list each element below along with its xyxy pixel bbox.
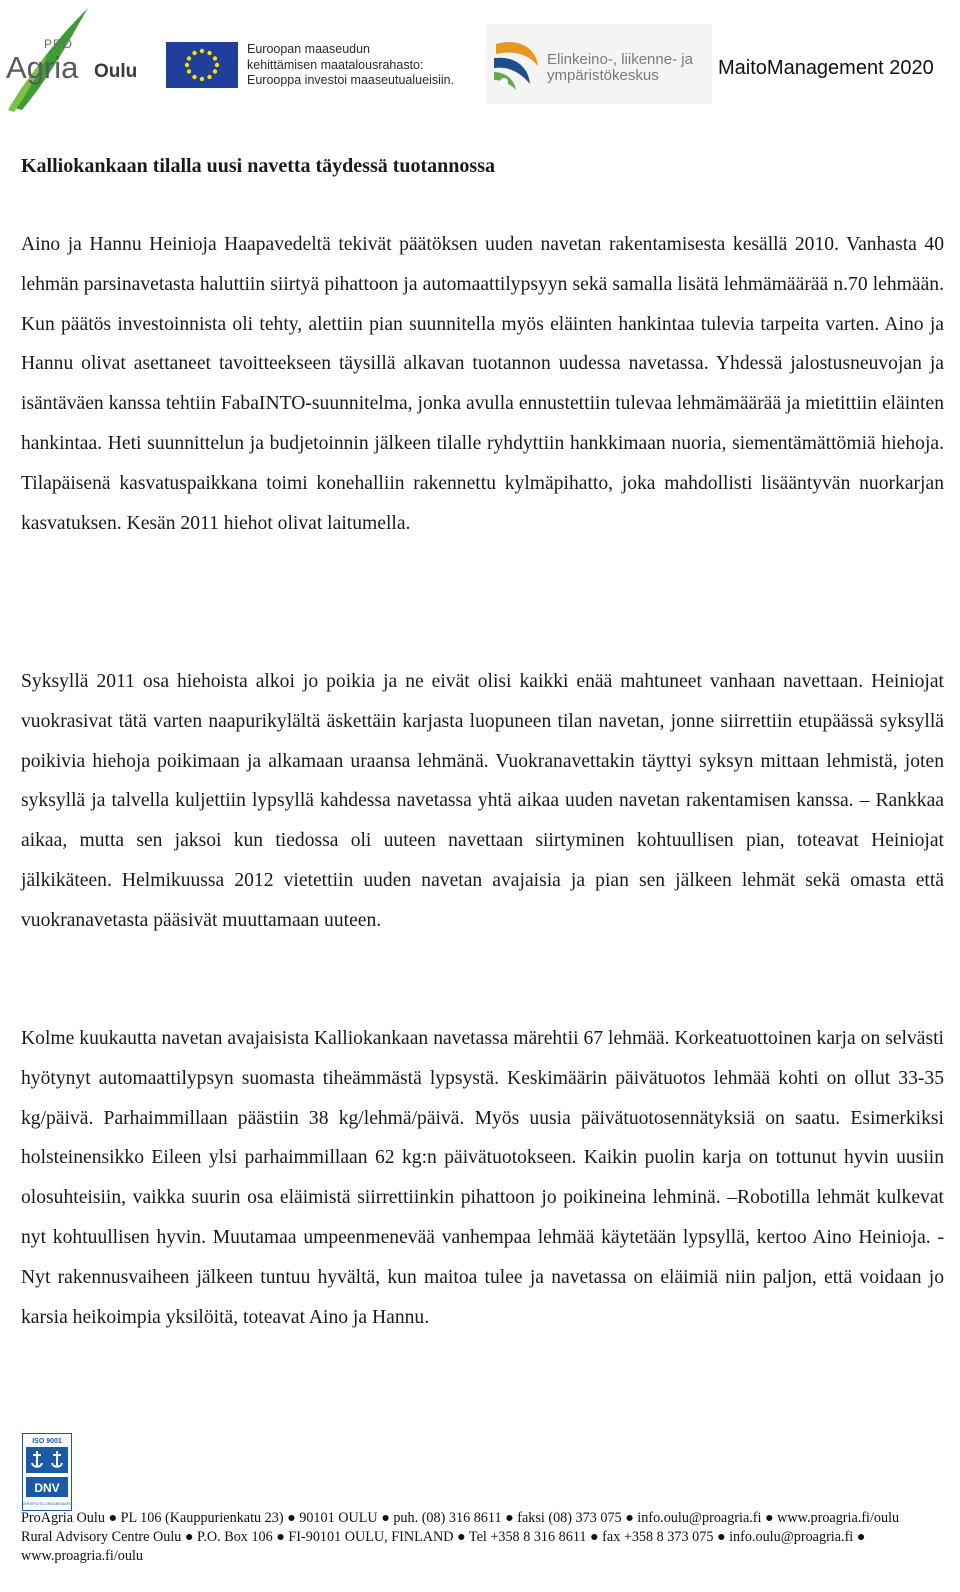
article-paragraph-2: Syksyllä 2011 osa hiehoista alkoi jo poikia ja ne eivät olisi kaikki enää mahtuneet vanhaan navettaan. Heiniojat vuokrasivat tätä varten naapurikylältä äskettäin karjasta luopuneen tilan navetan, jonne siirrettiin etupäässä syksyllä poikivia hiehoja poikimaan ja alkamaan uraansa lehmänä. Vuokranavettakin täyttyi syksyn mittaan lehmistä, joten syksyllä ja talvella kuljettiin lypsyllä kahdessa navetassa yhtä aikaa uuden navetan rakentamisen kanssa. – Rankkaa aikaa, mutta sen jaksoi kun tiedossa oli uuteen navettaan siirtyminen kohtuullisen pian, toteavat Heiniojat jälkikäteen. Helmikuussa 2012 vietettiin uuden navetan avajaisia ja pian sen jälkeen lehmät sekä omasta että vuokranavetasta pääsivät muuttamaan uuteen. [21, 671, 944, 931]
eu-text-line-2: kehittämisen maatalousrahasto: [247, 57, 424, 72]
ely-centre-logo-icon [490, 36, 542, 92]
page-header [0, 0, 960, 115]
program-title: MaitoManagement 2020 [718, 57, 934, 79]
eu-text-line-1: Euroopan maaseudun [247, 42, 371, 56]
ely-centre-logo [486, 24, 712, 104]
dnv-certification-icon [22, 1433, 72, 1511]
iso-label: ISO 9001 [32, 1438, 62, 1445]
proagria-agria-text: Agria [6, 50, 79, 85]
ely-centre-text [547, 52, 693, 84]
eu-fund-text [247, 42, 454, 89]
ely-text-line-2: ympäristökeskus [547, 67, 659, 84]
eu-text-line-3: Eurooppa investoi maaseutualueisiin. [247, 73, 455, 87]
article-paragraph-1: Aino ja Hannu Heinioja Haapavedeltä tekivät päätöksen uuden navetan rakentamisesta kesällä 2010. Vanhasta 40 lehmän parsinavetasta haluttiin siirtyä pihattoon ja automaattilypsyyn sekä samalla lisätä lehmämäärää n.70 lehmään. Kun päätös investoinnista oli tehty, alettiin pian suunnitella myös eläinten hankintaa tulevia tarpeita varten. Aino ja Hannu olivat asettaneet tavoitteekseen täysillä alkavan tuotannon uudessa navetassa. Yhdessä jalostusneuvojan ja isäntäväen kanssa tehtiin FabaINTO-suunnitelma, jonka avulla ennustettiin tulevaa lehmämäärää ja mietittiin eläinten hankintaa. Heti suunnittelun ja budjetoinnin jälkeen tilalle ryhdyttiin hankkimaan nuoria, siementämättömiä hiehoja. Tilapäisenä kasvatuspaikkana toimi konehalliin rakennettu kylmäpihatto, joka mahdollisti lisääntyvän nuorkarjan kasvatuksen. Kesän 2011 hiehot olivat laitumella. [21, 234, 944, 534]
article-paragraph-3: Kolme kuukautta navetan avajaisista Kalliokankaan navetassa märehtii 67 lehmää. Korkeatuottoinen karja on selvästi hyötynyt automaattilypsyn suomasta tiheämmästä lypsystä. Keskimäärin päivätuotos lehmää kohti on ollut 33-35 kg/päivä. Parhaimmillaan päästiin 38 kg/lehmä/päivä. Myös uusia päivätuotosennätyksiä on saatu. Esimerkiksi holsteinensikko Eileen ylsi parhaimmillaan 62 kg:n päivätuotokseen. Kaikin puolin karja on tottunut hyvin uusiin olosuhteisiin, vaikka suurin osa eläimistä siirrettiinkin pihattoon jo poikineina lehminä. –Robotilla lehmät kulkevat nyt kohtuullisen hyvin. Muutamaa umpeenmenevää vanhempaa lehmää käytetään lypsyllä, kertoo Aino Heinioja. -Nyt rakennusvaiheen jälkeen tuntuu hyvältä, kun maitoa tulee ja navetassa on eläimiä niin paljon, että voidaan jo karsia heikoimpia yksilöitä, toteavat Aino ja Hannu. [21, 1028, 944, 1328]
eu-flag-icon [166, 42, 238, 88]
article-title: Kalliokankaan tilalla uusi navetta täydessä tuotannossa [21, 155, 495, 177]
proagria-oulu-text: Oulu [94, 61, 138, 82]
footer-address-fi: ProAgria Oulu ● PL 106 (Kauppurienkatu 23) ● 90101 OULU ● puh. (08) 316 8611 ● faksi (08) 373 075 ● info.oulu@proagria.fi ● www.proagria.fi/oulu [21, 1510, 900, 1526]
page-footer [21, 1509, 944, 1566]
dnv-sub-label: SERTIFIOITU ORGANISAATIO [22, 1502, 72, 1506]
ely-text-line-1: Elinkeino-, liikenne- ja [547, 51, 693, 68]
proagria-pro-text: PRO [44, 37, 74, 51]
proagria-oulu-logo [4, 4, 144, 112]
dnv-label: DNV [34, 1481, 60, 1495]
eu-funding-logo [166, 38, 466, 94]
footer-address-en: Rural Advisory Centre Oulu ● P.O. Box 106 ● FI-90101 OULU, FINLAND ● Tel +358 8 316 8611 ● fax +358 8 373 075 ● info.oulu@proagria.fi ● [21, 1529, 866, 1545]
footer-website: www.proagria.fi/oulu [21, 1548, 144, 1564]
